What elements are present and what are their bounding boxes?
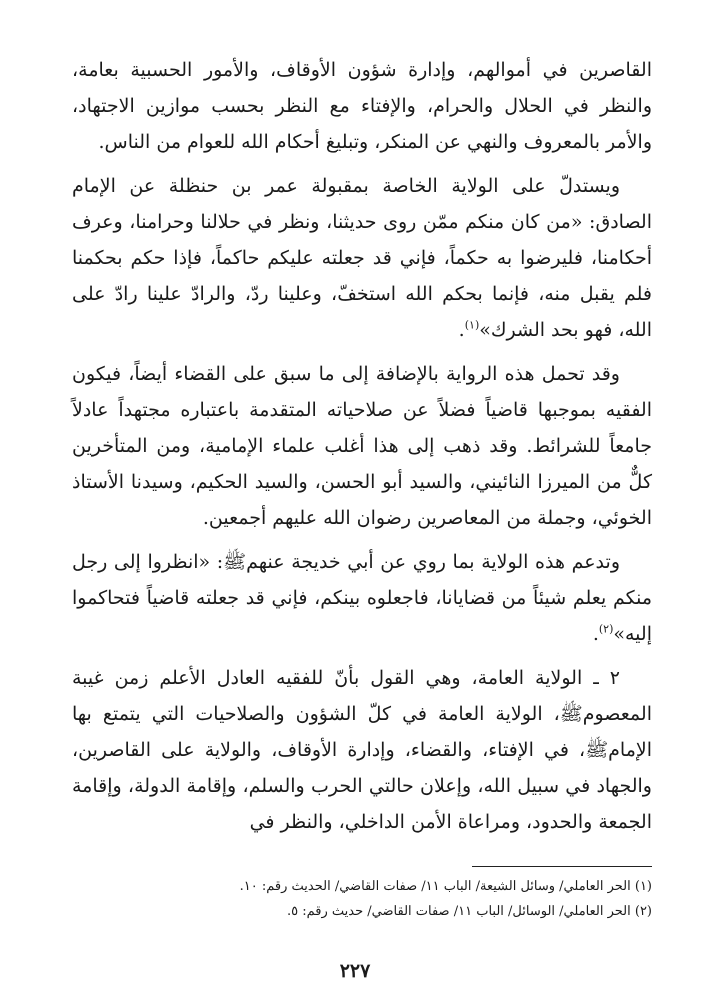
page-body <box>72 52 652 848</box>
footnote-divider <box>472 866 652 867</box>
paragraph-5 <box>72 660 652 840</box>
paragraph-4 <box>72 544 652 652</box>
paragraph-3 <box>72 356 652 536</box>
paragraph-2-content: ويستدلّ على الولاية الخاصة بمقبولة عمر بن حنظلة عن الإمام الصادق: «من كان منكم ممّن روى حديثنا، ونظر في حلالنا وحرامنا، وعرف أحكامنا، فليرضوا به حكماً، فإني قد جعلته عليكم حاكماً، فإذا حكم بحكمنا فلم يقبل منه، فإنما بحكم الله استخفّ، وعلينا ردّ، والرادّ علينا رادّ على الله، فهو بحد الشرك» <box>72 175 652 341</box>
paragraph-2-text: ويستدلّ على الولاية الخاصة بمقبولة عمر بن حنظلة عن الإمام الصادق: «من كان منكم ممّن روى حديثنا، ونظر في حلالنا وحرامنا، وعرف أحكامنا، فليرضوا به حكماً، فإني قد جعلته عليكم حاكماً، فإذا حكم بحكمنا فلم يقبل منه، فإنما بحكم الله استخفّ، وعلينا ردّ، والرادّ علينا رادّ على الله، فهو بحد الشرك»$^{(١)}$. <box>72 175 652 341</box>
paragraph-2 <box>72 168 652 348</box>
footnote-2: (٢) الحر العاملي/ الوسائل/ الباب ١١/ صفات القاضي/ حديث رقم: ٥. <box>287 904 652 919</box>
paragraph-4-content: وتدعم هذه الولاية بما روي عن أبي خديجة عنهمﷺ: «انظروا إلى رجل منكم يعلم شيئاً من قضايانا، فاجعلوه بينكم، فإني قد جعلته قاضياً فتحاكموا إليه» <box>72 551 652 645</box>
footnote-ref-2: (٢) <box>598 622 614 636</box>
paragraph-4-text: وتدعم هذه الولاية بما روي عن أبي خديجة عنهمﷺ: «انظروا إلى رجل منكم يعلم شيئاً من قضايانا، فاجعلوه بينكم، فإني قد جعلته قاضياً فتحاكموا إليه»$^{(٢)}$. <box>72 551 652 645</box>
paragraph-1 <box>72 52 652 160</box>
paragraph-3-text: وقد تحمل هذه الرواية بالإضافة إلى ما سبق على القضاء أيضاً، فيكون الفقيه بموجبها قاضياً فضلاً عن صلاحياته المتقدمة باعتباره مجتهداً عادلاً جامعاً للشرائط. وقد ذهب إلى هذا أغلب علماء الإمامية، ومن المتأخرين كلٌّ من الميرزا النائيني، والسيد أبو الحسن، والسيد الحكيم، وسيدنا الأستاذ الخوئي، وجملة من المعاصرين رضوان الله عليهم أجمعين. <box>72 363 652 529</box>
paragraph-5-text: ٢ ـ الولاية العامة، وهي القول بأنّ للفقيه العادل الأعلم زمن غيبة المعصومﷺ، الولاية العامة في كلّ الشؤون والصلاحيات التي يتمتع بها الإمامﷺ، في الإفتاء، والقضاء، وإدارة الأوقاف، والولاية على القاصرين، والجهاد في سبيل الله، وإعلان حالتي الحرب والسلم، وإقامة الدولة، وإقامة الجمعة والحدود، ومراعاة الأمن الداخلي، والنظر في <box>72 667 652 833</box>
footnote-1: (١) الحر العاملي/ وسائل الشيعة/ الباب ١١/ صفات القاضي/ الحديث رقم: ١٠. <box>239 879 652 894</box>
footnote-ref-1: (١) <box>464 318 480 332</box>
paragraph-1-text: القاصرين في أموالهم، وإدارة شؤون الأوقاف، والأمور الحسبية بعامة، والنظر في الحلال والحرام، والإفتاء مع النظر بحسب موازين الاجتهاد، والأمر بالمعروف والنهي عن المنكر، وتبليغ أحكام الله للعوام من الناس. <box>72 59 652 153</box>
page-number: ٢٢٧ <box>339 960 371 982</box>
footnotes <box>72 874 652 924</box>
